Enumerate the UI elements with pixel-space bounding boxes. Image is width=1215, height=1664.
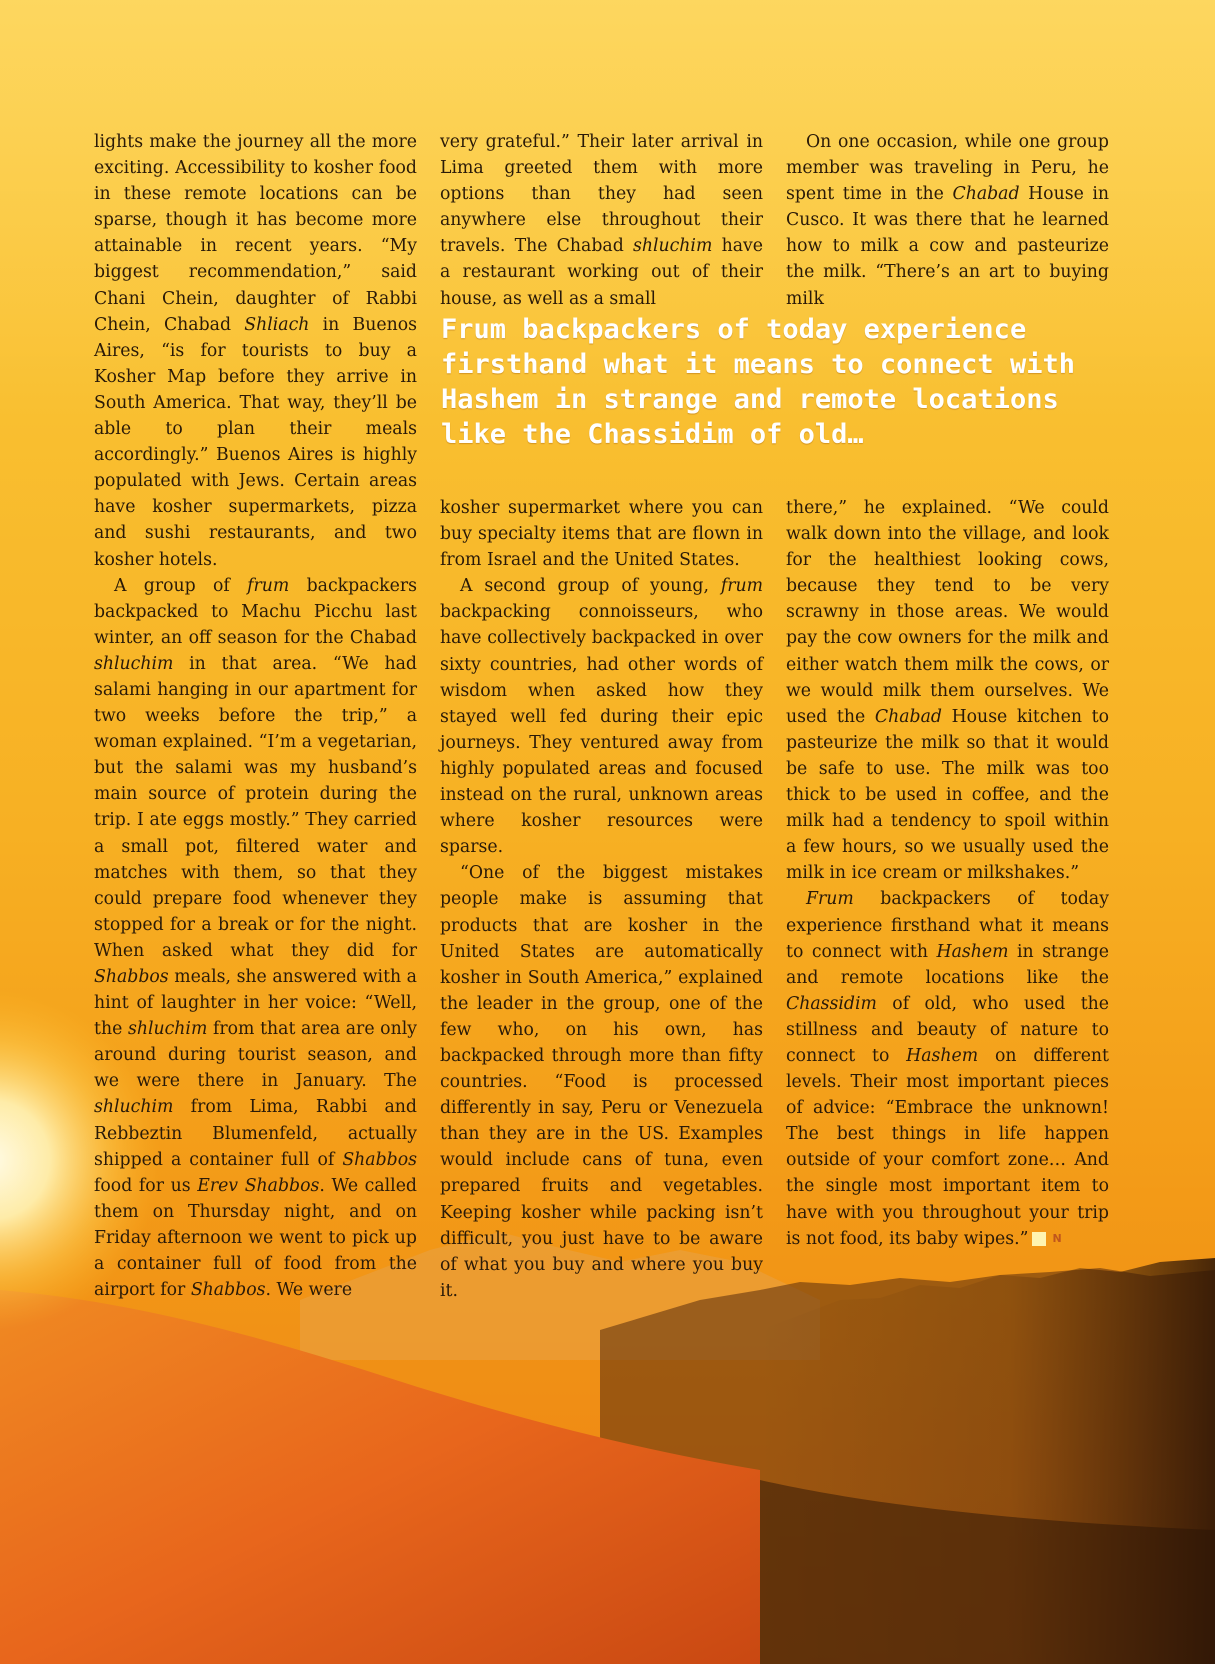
paragraph: A group of frum backpackers backpacked to Machu Picchu last winter, an off season for the Chabad shluchim in that area. “We had salami hanging in our apartment for two weeks before the trip,” a woman explained. “I’m a vegetarian, but the salami was my husband’s main source of protein during the trip. I ate eggs mostly.” They carried a small pot, filtered water and matches with them, so that they could prepare food whenever they stopped for a break or for the night. When asked what they did for Shabbos meals, she answered with a hint of laughter in her voice: “Well, the shluchim from that area are only around during tourist season, and we were there in January. The shluchim from Lima, Rabbi and Rebbeztin Blumenfeld, actually shipped a container full of Shabbos food for us Erev Shabbos. We called them on Thursday night, and on Friday afternoon we went to pick up a container full of food from the airport for Shabbos. We were [94,575,418,1301]
article-column-right-bottom [786,495,1109,1252]
article-column-right-top [786,129,1109,312]
article-column-middle-top [440,129,763,312]
paragraph: very grateful.” Their later arrival in Lima greeted them with more options than they had seen anywhere else throughout their travels. The Chabad shluchim have a restaurant working out of their house, as well as a small [440,132,763,309]
paragraph: kosher supermarket where you can buy specialty items that are flown in from Israel and the United States. [440,498,763,571]
article-column-middle-bottom [440,495,763,1304]
paragraph: “One of the biggest mistakes people make is assuming that products that are kosher in the United States are automatically kosher in South America,” explained the leader in the group, one of the few who, on his own, has backpacked through more than fifty countries. “Food is processed differently in say, Peru or Venezuela than they are in the US. Examples would include cans of tuna, even prepared fruits and vegetables. Keeping kosher while packing isn’t difficult, you just have to be aware of what you buy and where you buy it. [440,863,763,1301]
final-paragraph-text: Frum backpackers of today experience firsthand what it means to connect with Hashem in strange and remote locations like the Chassidim of old, who used the stillness and beauty of nature to connect to Hashem on different levels. Their most important pieces of advice: “Embrace the unknown! The best things in life happen outside of your comfort zone… And the single most important item to have with you throughout your trip is not food, its baby wipes.” [786,889,1109,1249]
end-mark-icon: N [1032,1232,1046,1246]
pull-quote: Frum backpackers of today experience firsthand what it means to connect with Hashem in strange and remote locations like the Chassidim of old… [441,314,1075,450]
paragraph: lights make the journey all the more exciting. Accessibility to kosher food in these remote locations can be sparse, though it has become more attainable in recent years. “My biggest recommendation,” said Chani Chein, daughter of Rabbi Chein, Chabad Shliach in Buenos Aires, “is for tourists to buy a Kosher Map before they arrive in South America. That way, they’ll be able to plan their meals accordingly.” Buenos Aires is highly populated with Jews. Certain areas have kosher supermarkets, pizza and sushi restaurants, and two kosher hotels. [94,132,417,570]
paragraph [786,886,1109,1251]
paragraph: there,” he explained. “We could walk down into the village, and look for the healthiest looking cows, because they tend to be very scrawny in those areas. We would pay the cow owners for the milk and either watch them milk the cows, or we would milk them ourselves. We used the Chabad House kitchen to pasteurize the milk so that it would be safe to use. The milk was too thick to be used in coffee, and the milk had a tendency to spoil within a few hours, so we usually used the milk in ice cream or milkshakes.” [786,498,1110,884]
paragraph: On one occasion, while one group member was traveling in Peru, he spent time in the Chabad House in Cusco. It was there that he learned how to milk a cow and pasteurize the milk. “There’s an art to buying milk [786,132,1110,309]
paragraph: A second group of young, frum backpacking connoisseurs, who have collectively backpacked in over sixty countries, had other words of wisdom when asked how they stayed well fed during their epic journeys. They ventured away from highly populated areas and focused instead on the rural, unknown areas where kosher resources were sparse. [440,576,763,858]
article-column-left [94,129,417,1303]
